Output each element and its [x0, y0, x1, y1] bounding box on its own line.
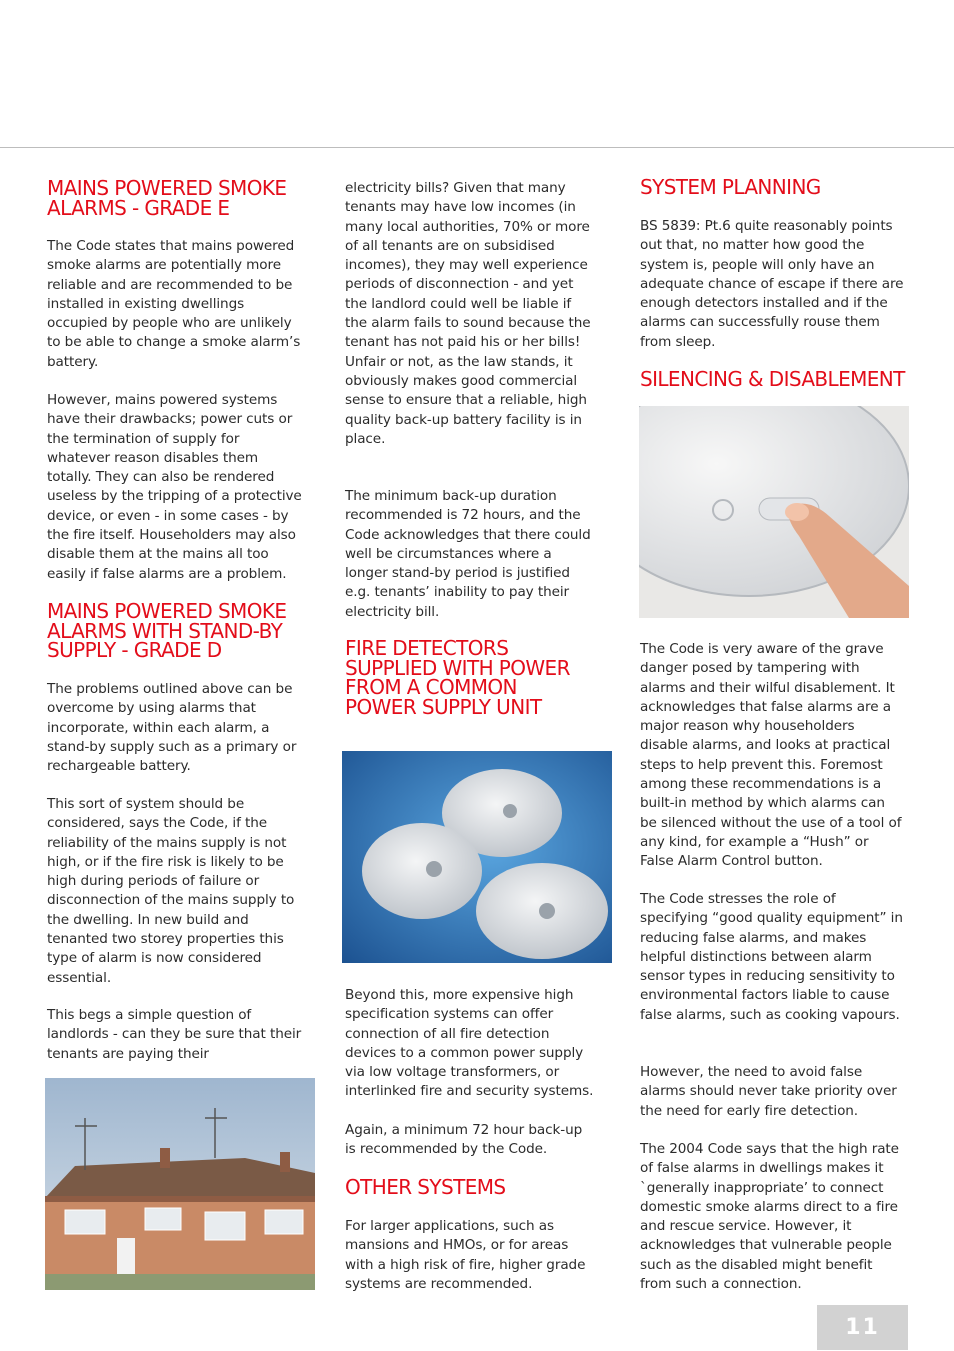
heading-silencing: SILENCING & DISABLEMENT	[640, 367, 905, 391]
page-number: 11	[817, 1305, 908, 1350]
header-rule	[0, 147, 954, 148]
paragraph: For larger applications, such as mansions and HMOs, or for areas with a high risk of fire, higher grade systems are recommended.	[345, 1218, 586, 1292]
terraced-houses-photo	[45, 1078, 315, 1290]
hush-button-photo	[639, 406, 909, 618]
paragraph: The Code stresses the role of specifying “good quality equipment” in reducing false alarms, and makes helpful distinctions between alarm sensor types in reducing sensitivity to environmental factors liable to cause false alarms, such as cooking vapours.	[640, 891, 903, 1023]
paragraph: However, the need to avoid false alarms should never take priority over the need for early fire detection.	[640, 1064, 897, 1119]
smoke-alarms-photo	[342, 751, 612, 963]
heading-system-planning: SYSTEM PLANNING	[640, 175, 821, 199]
paragraph: Beyond this, more expensive high specification systems can offer connection of all fire detection devices to a common power supply via low voltage transformers, or interlinked fire and security systems.	[345, 987, 594, 1100]
heading-grade-e: MAINS POWERED SMOKE ALARMS - GRADE E	[47, 176, 287, 220]
paragraph: The minimum back-up duration recommended is 72 hours, and the Code acknowledges that there could well be circumstances where a longer stand-by period is justified e.g. tenants’ inability to pay their electricity bill.	[345, 488, 591, 620]
heading-other-systems: OTHER SYSTEMS	[345, 1175, 506, 1199]
paragraph: This sort of system should be considered, says the Code, if the reliability of the mains supply is not high, or if the fire risk is likely to be high during periods of failure or disconnection of the mains supply to the dwelling. In new build and tenanted two storey properties this type of alarm is now considered essential.	[47, 796, 295, 986]
heading-grade-d: MAINS POWERED SMOKE ALARMS WITH STAND-BY SUPPLY - GRADE D	[47, 599, 287, 662]
paragraph: electricity bills? Given that many tenants may have low incomes (in many local authorities, 70% or more of all tenants are on subsidised incomes), they may well experience periods of disconnection - and yet the landlord could well be liable if the alarm fails to sound because the tenant has not paid his or her bills! Unfair or not, as the law stands, it obviously makes good commercial sense to ensure that a reliable, high quality back-up battery facility is in place.	[345, 180, 591, 447]
paragraph: However, mains powered systems have their drawbacks; power cuts or the termination of supply for whatever reason disables them totally. They can also be rendered useless by the tripping of a protective device, or even - in some cases - by the fire itself. Householders may also disable them at the mains all too easily if false alarms are a problem.	[47, 392, 302, 582]
paragraph: Again, a minimum 72 hour back-up is recommended by the Code.	[345, 1122, 583, 1158]
paragraph: This begs a simple question of landlords - can they be sure that their tenants are paying their	[47, 1007, 302, 1062]
paragraph: The problems outlined above can be overcome by using alarms that incorporate, within each alarm, a stand-by supply such as a primary or rechargeable battery.	[47, 681, 297, 775]
paragraph: The Code states that mains powered smoke alarms are potentially more reliable and are recommended to be installed in existing dwellings occupied by people who are unlikely to be able to change a smoke alarm’s battery.	[47, 238, 301, 370]
paragraph: The Code is very aware of the grave danger posed by tampering with alarms and their wilful disablement. It acknowledges that false alarms are a major reason why householders disable alarms, and looks at practical steps to help prevent this. Foremost among these recommendations is a built-in method by which alarms can be silenced without the use of a tool of any kind, for example a “Hush” or False Alarm Control button.	[640, 641, 902, 870]
heading-common-power-supply: FIRE DETECTORS SUPPLIED WITH POWER FROM A COMMON POWER SUPPLY UNIT	[345, 636, 570, 719]
paragraph: BS 5839: Pt.6 quite reasonably points out that, no matter how good the system is, people will only have an adequate chance of escape if there are enough detectors installed and if the alarms can successfully rouse them from sleep.	[640, 218, 904, 350]
paragraph: The 2004 Code says that the high rate of false alarms in dwellings makes it `generally inappropriate’ to connect domestic smoke alarms direct to a fire and rescue service. However, it acknowledges that vulnerable people such as the disabled might benefit from such a connection.	[640, 1141, 899, 1293]
